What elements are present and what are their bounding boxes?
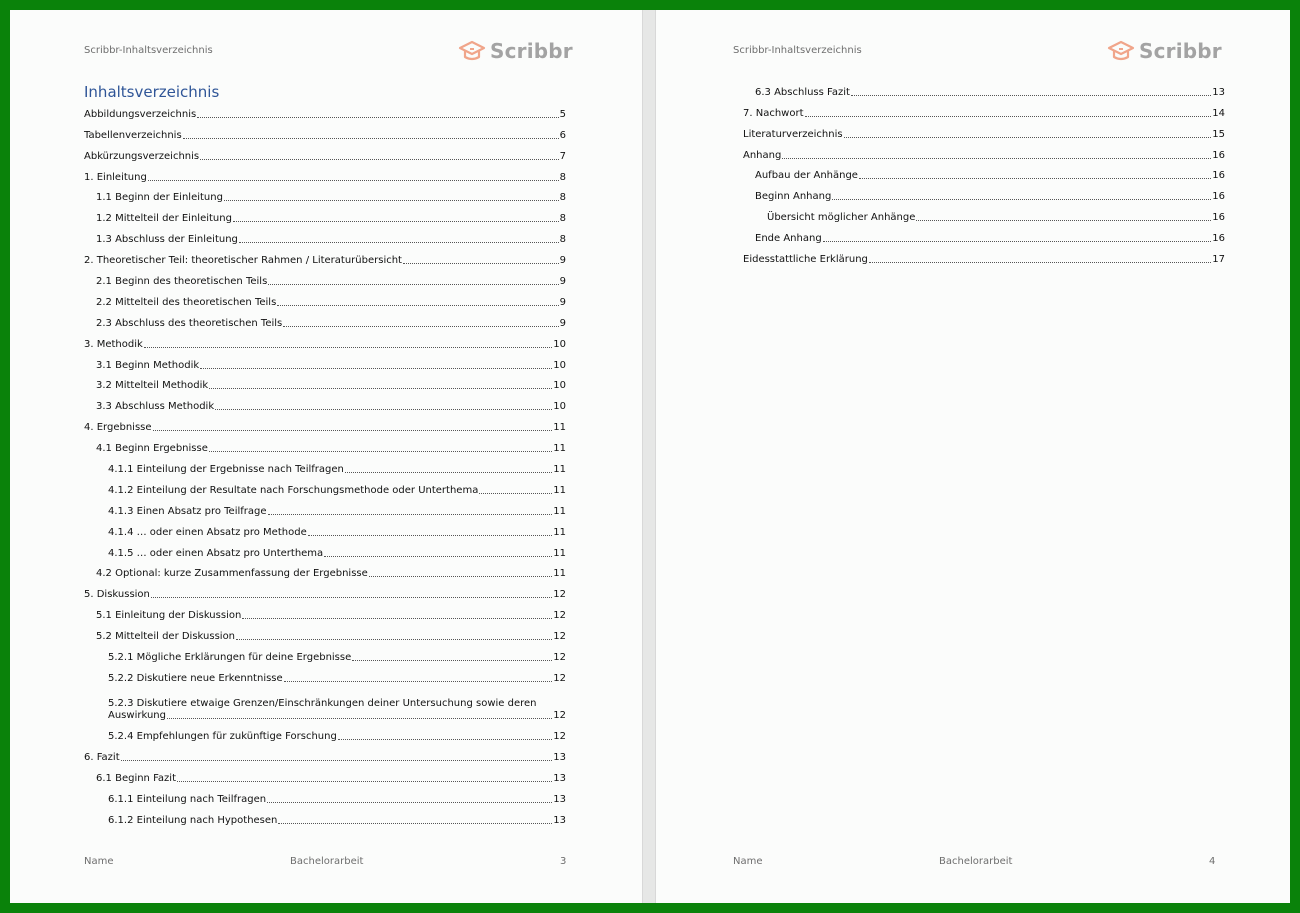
toc-dot-leader: [209, 388, 552, 389]
toc-dot-leader: [859, 178, 1211, 179]
toc-dot-leader: [239, 242, 559, 243]
toc-entry-label: Eidesstattliche Erklärung: [743, 254, 868, 266]
toc-entry[interactable]: [84, 582, 566, 603]
toc-entry-label: 5.1 Einleitung der Diskussion: [96, 610, 242, 622]
toc-entry[interactable]: [84, 687, 566, 725]
toc-dot-leader: [369, 576, 552, 577]
toc-dot-leader: [233, 221, 559, 222]
toc-dot-leader: [284, 681, 553, 682]
document-viewer: [10, 10, 1290, 903]
toc-entry[interactable]: [84, 353, 566, 374]
toc-entry[interactable]: [84, 332, 566, 353]
toc-dot-leader: [148, 180, 559, 181]
toc-entry[interactable]: [84, 478, 566, 499]
footer-name: Name: [733, 856, 763, 867]
toc-entry[interactable]: [84, 562, 566, 583]
toc-entry-label: Ende Anhang: [755, 233, 822, 245]
toc-dot-leader: [308, 535, 553, 536]
toc-dot-leader: [805, 116, 1212, 117]
toc-entry[interactable]: [84, 499, 566, 520]
toc-dot-leader: [832, 199, 1211, 200]
toc-dot-leader: [151, 597, 552, 598]
toc-entry[interactable]: [743, 143, 1225, 164]
toc-page-number: 11: [553, 443, 566, 455]
toc-page-number: 13: [1212, 86, 1225, 98]
logo-text: Scribbr: [490, 39, 573, 63]
toc-page-number: 11: [553, 422, 566, 434]
toc-entry[interactable]: [84, 541, 566, 562]
toc-page-number: 12: [553, 610, 566, 622]
toc-entry-label: 4.2 Optional: kurze Zusammenfassung der Ergebnisse: [96, 568, 368, 580]
toc-entry[interactable]: [84, 206, 566, 227]
page-header: Scribbr-Inhaltsverzeichnis: [84, 45, 213, 56]
toc-entry-label: 1. Einleitung: [84, 171, 147, 183]
toc-entry-label: 1.3 Abschluss der Einleitung: [96, 234, 238, 246]
toc-entry-label: 6. Fazit: [84, 752, 120, 764]
toc-page-number: 13: [553, 794, 566, 805]
toc-page-number: 9: [559, 296, 566, 308]
graduation-cap-icon: [1107, 39, 1135, 63]
toc-page-number: 13: [553, 814, 566, 826]
toc-entry[interactable]: [743, 247, 1225, 268]
toc-page-number: 10: [553, 338, 566, 350]
toc-page-number: 9: [559, 276, 566, 288]
toc-page-number: 12: [553, 631, 566, 643]
toc-page-number: 10: [553, 401, 566, 413]
scribbr-logo: [1107, 38, 1222, 64]
toc-dot-leader: [121, 760, 553, 761]
toc-page-number: 8: [559, 234, 566, 246]
toc-dot-leader: [242, 618, 552, 619]
toc-entry[interactable]: [84, 248, 566, 269]
toc-entry-label: 1.2 Mittelteil der Einleitung: [96, 213, 232, 225]
toc-entry[interactable]: [84, 290, 566, 311]
toc-dot-leader: [167, 718, 552, 719]
toc-entry[interactable]: [743, 80, 1225, 101]
toc-entry[interactable]: [84, 186, 566, 207]
toc-entry[interactable]: [743, 226, 1225, 247]
toc-page-number: 9: [559, 317, 566, 329]
toc-page-number: 8: [559, 171, 566, 183]
toc-entry-label: 2.2 Mittelteil des theoretischen Teils: [96, 296, 277, 308]
toc-entry-label: Abbildungsverzeichnis: [84, 108, 197, 120]
toc-entry-label: 5.2.4 Empfehlungen für zukünftige Forschung: [108, 731, 337, 743]
toc-entry[interactable]: [743, 184, 1225, 205]
toc-page-number: 16: [1212, 191, 1225, 203]
toc-dot-leader: [345, 472, 552, 473]
toc-page-number: 16: [1212, 212, 1225, 224]
toc-entry-label: 3. Methodik: [84, 338, 143, 350]
toc-page-number: 10: [553, 359, 566, 371]
toc-dot-leader: [144, 347, 552, 348]
toc-entry-label: 2.3 Abschluss des theoretischen Teils: [96, 317, 283, 329]
footer-page-number: 4: [1209, 856, 1216, 867]
toc-dot-leader: [278, 823, 552, 824]
toc-entry[interactable]: [743, 164, 1225, 185]
toc-page-number: 9: [559, 255, 566, 267]
toc-dot-leader: [324, 556, 552, 557]
toc-entry-label: 7. Nachwort: [743, 107, 804, 119]
toc-entry[interactable]: [84, 165, 566, 186]
toc-entry-label: Abkürzungsverzeichnis: [84, 150, 200, 162]
toc-entry-label: 4.1.1 Einteilung der Ergebnisse nach Teilfragen: [108, 464, 344, 476]
toc-entry-label: 4.1.2 Einteilung der Resultate nach Forschungsmethode oder Unterthema: [108, 484, 479, 496]
toc-entry-label: Übersicht möglicher Anhänge: [767, 212, 916, 224]
toc-entry-label: 3.2 Mittelteil Methodik: [96, 380, 209, 392]
toc-page-number: 11: [553, 484, 566, 496]
toc-entry[interactable]: [84, 645, 566, 666]
toc-title: Inhaltsverzeichnis: [84, 83, 220, 101]
toc-dot-leader: [197, 117, 558, 118]
toc-dot-leader: [869, 262, 1211, 263]
toc-entry-label: 5.2.2 Diskutiere neue Erkenntnisse: [108, 672, 283, 684]
toc-page-number: 11: [553, 568, 566, 580]
toc-entry-label: Literaturverzeichnis: [743, 128, 843, 140]
toc-dot-leader: [209, 451, 552, 452]
toc-entry[interactable]: [84, 787, 566, 808]
toc-dot-leader: [851, 95, 1211, 96]
toc-dot-leader: [844, 137, 1212, 138]
toc-dot-leader: [153, 430, 553, 431]
toc-page-number: 16: [1212, 233, 1225, 245]
toc-dot-leader: [352, 660, 552, 661]
toc-dot-leader: [200, 368, 552, 369]
toc-entry-label: 2.1 Beginn des theoretischen Teils: [96, 276, 268, 288]
toc-dot-leader: [916, 220, 1211, 221]
toc-entry[interactable]: [84, 269, 566, 290]
toc-entry[interactable]: [84, 415, 566, 436]
toc-dot-leader: [338, 739, 552, 740]
toc-list-right: [743, 80, 1225, 268]
toc-entry[interactable]: [84, 144, 566, 165]
page-3: [10, 10, 642, 903]
toc-page-number: 11: [553, 505, 566, 517]
toc-entry-label: Aufbau der Anhänge: [755, 170, 858, 182]
toc-dot-leader: [782, 158, 1211, 159]
toc-page-number: 11: [553, 547, 566, 559]
toc-page-number: 5: [559, 108, 566, 120]
toc-dot-leader: [283, 326, 558, 327]
toc-page-number: 11: [553, 526, 566, 538]
toc-dot-leader: [215, 409, 552, 410]
toc-entry-label: 3.1 Beginn Methodik: [96, 359, 200, 371]
toc-entry-label: 4.1.4 … oder einen Absatz pro Methode: [108, 526, 307, 538]
toc-page-number: 14: [1212, 107, 1225, 119]
toc-entry-label: 6.1.2 Einteilung nach Hypothesen: [108, 814, 278, 826]
toc-entry[interactable]: [84, 123, 566, 144]
toc-entry-label: 6.1 Beginn Fazit: [96, 773, 176, 785]
toc-entry[interactable]: [84, 457, 566, 478]
toc-entry-label: 3.3 Abschluss Methodik: [96, 401, 215, 413]
toc-entry[interactable]: [84, 227, 566, 248]
toc-page-number: 8: [559, 192, 566, 204]
toc-entry-label: 5.2 Mittelteil der Diskussion: [96, 631, 236, 643]
toc-page-number: 13: [553, 773, 566, 785]
toc-dot-leader: [236, 639, 552, 640]
toc-entry-label: 4. Ergebnisse: [84, 422, 152, 434]
toc-entry[interactable]: [84, 374, 566, 395]
toc-entry-label: 1.1 Beginn der Einleitung: [96, 192, 223, 204]
toc-entry-label: 5.2.3 Diskutiere etwaige Grenzen/Einschränkungen deiner Untersuchung sowie deren: [108, 698, 537, 710]
footer-title: Bachelorarbeit: [290, 856, 364, 867]
toc-page-number: 12: [553, 731, 566, 743]
toc-entry-label: 4.1.3 Einen Absatz pro Teilfrage: [108, 505, 267, 517]
toc-entry-label: 4.1.5 … oder einen Absatz pro Unterthema: [108, 547, 324, 559]
toc-page-number: 8: [559, 213, 566, 225]
toc-entry[interactable]: [743, 122, 1225, 143]
toc-entry-label: 6.1.1 Einteilung nach Teilfragen: [108, 794, 267, 805]
toc-dot-leader: [268, 514, 553, 515]
toc-entry[interactable]: [743, 205, 1225, 226]
footer-name: Name: [84, 856, 114, 867]
toc-entry[interactable]: [84, 624, 566, 645]
toc-entry[interactable]: [84, 808, 566, 829]
toc-entry-label: Anhang: [743, 149, 782, 161]
toc-dot-leader: [479, 493, 552, 494]
toc-entry[interactable]: [84, 394, 566, 415]
toc-page-number: 6: [559, 129, 566, 141]
toc-dot-leader: [183, 138, 559, 139]
toc-page-number: 16: [1212, 149, 1225, 161]
toc-page-number: 16: [1212, 170, 1225, 182]
toc-entry[interactable]: [84, 766, 566, 787]
toc-entry-label: 5.2.1 Mögliche Erklärungen für deine Ergebnisse: [108, 652, 352, 664]
toc-list-left: [84, 102, 566, 829]
toc-page-number: 7: [559, 150, 566, 162]
page-header: Scribbr-Inhaltsverzeichnis: [733, 45, 862, 56]
toc-entry[interactable]: [84, 603, 566, 624]
toc-dot-leader: [200, 159, 558, 160]
toc-entry[interactable]: [84, 666, 566, 687]
toc-page-number: 10: [553, 380, 566, 392]
toc-page-number: 17: [1212, 254, 1225, 266]
toc-entry[interactable]: [743, 101, 1225, 122]
toc-page-number: 13: [553, 752, 566, 764]
page-4: [656, 10, 1290, 903]
toc-entry-label: 5. Diskussion: [84, 589, 150, 601]
toc-entry[interactable]: [84, 724, 566, 745]
toc-entry-label: Tabellenverzeichnis: [84, 129, 182, 141]
toc-page-number: 12: [553, 672, 566, 684]
toc-entry-label: Beginn Anhang: [755, 191, 832, 203]
toc-dot-leader: [277, 305, 558, 306]
toc-entry[interactable]: [84, 311, 566, 332]
toc-dot-leader: [403, 263, 559, 264]
toc-dot-leader: [224, 200, 559, 201]
toc-entry-label-continued: Auswirkung: [108, 710, 166, 722]
toc-entry-label: 2. Theoretischer Teil: theoretischer Rahmen / Literaturübersicht: [84, 255, 402, 267]
toc-entry[interactable]: [84, 745, 566, 766]
scribbr-logo: [458, 38, 573, 64]
toc-dot-leader: [177, 781, 552, 782]
footer-page-number: 3: [560, 856, 567, 867]
toc-entry[interactable]: [84, 436, 566, 457]
toc-dot-leader: [268, 284, 558, 285]
toc-entry[interactable]: [84, 102, 566, 123]
toc-page-number: 12: [553, 589, 566, 601]
graduation-cap-icon: [458, 39, 486, 63]
footer-title: Bachelorarbeit: [939, 856, 1013, 867]
toc-entry-label: 4.1 Beginn Ergebnisse: [96, 443, 208, 455]
toc-page-number: 15: [1212, 128, 1225, 140]
logo-text: Scribbr: [1139, 39, 1222, 63]
toc-page-number: 12: [553, 652, 566, 664]
page-gutter: [642, 10, 656, 903]
toc-entry[interactable]: [84, 520, 566, 541]
toc-dot-leader: [823, 241, 1212, 242]
toc-entry-label: 6.3 Abschluss Fazit: [755, 86, 850, 98]
toc-dot-leader: [267, 802, 552, 803]
toc-page-number: 12: [553, 710, 566, 722]
toc-page-number: 11: [553, 464, 566, 476]
